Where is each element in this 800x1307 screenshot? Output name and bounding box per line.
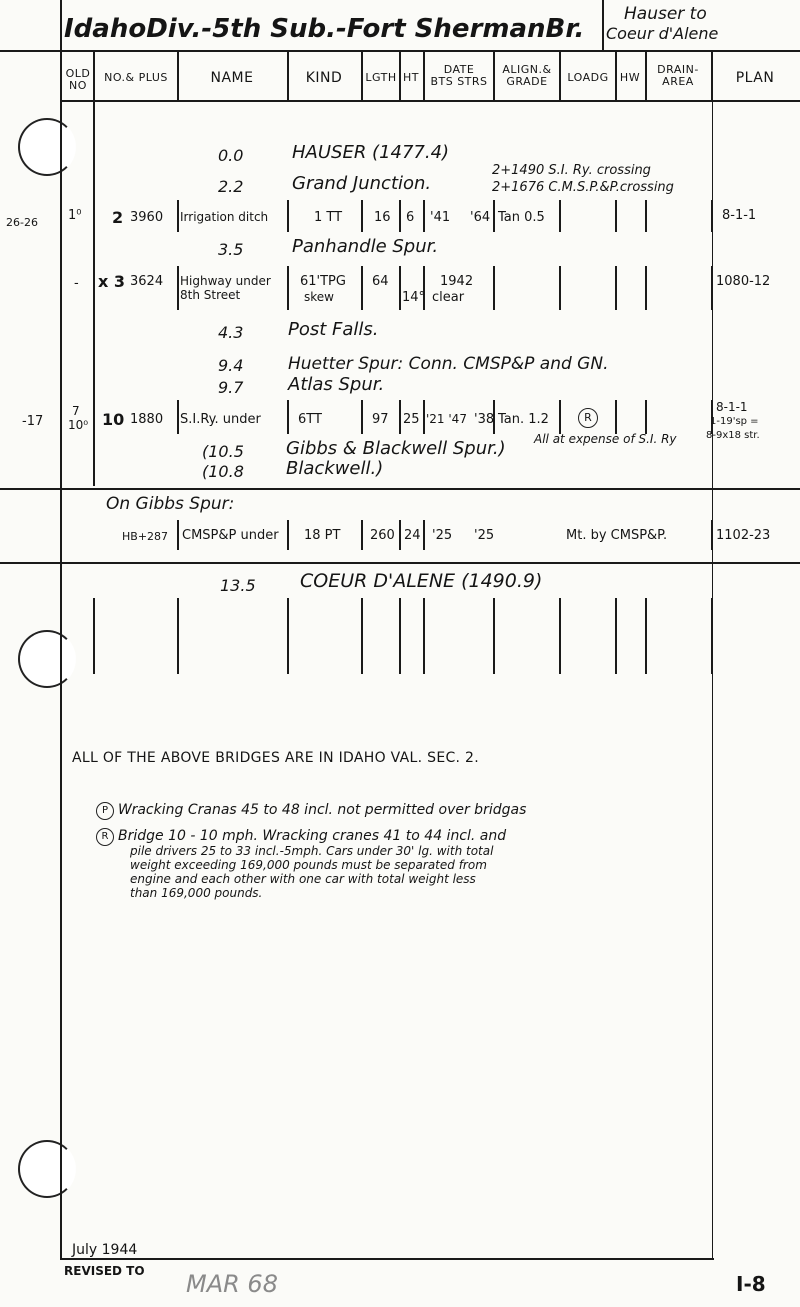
cell-rule (287, 266, 289, 310)
margin-ref: -17 (22, 414, 44, 429)
station-name: Post Falls. (288, 319, 379, 340)
bridge-kind-line2: skew (304, 290, 334, 304)
cell-rule (711, 266, 713, 310)
gibbs-plan: 1102-23 (716, 528, 771, 543)
station-name: Atlas Spur. (288, 374, 385, 395)
station-name: Blackwell.) (286, 458, 384, 479)
punch-hole-top (18, 118, 76, 176)
station-mp: 2.2 (218, 177, 244, 196)
col-date: DATE BTS STRS (430, 63, 488, 88)
bridge-date-strs: '64 (470, 210, 491, 225)
col-rule (361, 52, 363, 100)
cell-rule (399, 200, 401, 232)
route-from: Hauser to (624, 4, 707, 24)
bridge-kind: 61'TPG (300, 274, 346, 289)
bridge-plan: 8-1-1 (716, 400, 748, 414)
col-rule (423, 52, 425, 100)
cell-rule (399, 520, 401, 550)
col-rule (645, 598, 647, 674)
gibbs-kind: 18 PT (304, 528, 341, 543)
gibbs-lgth: 260 (370, 528, 395, 543)
bridge-name-line2: 8th Street (180, 288, 241, 302)
bridge-lgth: 64 (372, 274, 389, 289)
station-name: Grand Junction. (292, 173, 432, 194)
bridge-plan-line2: 1-19'sp = (710, 416, 759, 427)
col-rule (93, 598, 95, 674)
col-rule (177, 52, 179, 100)
cell-rule (615, 266, 617, 310)
bridge-plan: 8-1-1 (722, 208, 757, 223)
bridge-clearance: clear (432, 290, 465, 305)
cell-rule (423, 400, 425, 434)
cell-rule (423, 520, 425, 550)
col-rule (711, 52, 713, 100)
station-name: HAUSER (1477.4) (292, 142, 450, 163)
old-no-line2: 10⁰ (68, 418, 89, 432)
gibbs-heading: On Gibbs Spur: (106, 494, 235, 514)
section-divider (0, 562, 800, 564)
col-rule (493, 598, 495, 674)
punch-hole-bottom (18, 1140, 76, 1198)
station-mp: (10.5 (202, 442, 244, 461)
punch-hole-middle (18, 630, 76, 688)
station-mp: 3.5 (218, 240, 244, 259)
cell-rule (615, 400, 617, 434)
bridge-10-note: All at expense of S.I. Ry (534, 432, 677, 446)
column-header-underline (60, 100, 800, 102)
col-kind: KIND (305, 70, 343, 86)
restriction-r-letter: R (584, 411, 592, 424)
col-rule (287, 52, 289, 100)
bridge-name: Irrigation ditch (180, 210, 269, 224)
col-rule (615, 52, 617, 100)
station-mp: 9.7 (218, 378, 244, 397)
note-r-symbol (96, 828, 114, 846)
cell-rule (177, 400, 179, 434)
col-hw: HW (619, 71, 641, 84)
station-name: Gibbs & Blackwell Spur.) (286, 438, 506, 459)
cell-rule (287, 400, 289, 434)
bridge-date-built: 1942 (440, 274, 474, 289)
gibbs-maintenance-note: Mt. by CMSP&P. (566, 528, 668, 543)
bridge-no: x 3 (98, 272, 126, 291)
original-date: July 1944 (72, 1242, 138, 1258)
col-rule (711, 598, 713, 674)
page-id: I-8 (736, 1272, 766, 1296)
note-p-text: Wracking Cranas 45 to 48 incl. not permitted over bridgas (118, 802, 527, 818)
station-name: Panhandle Spur. (292, 236, 439, 257)
note-r-letter: R (101, 831, 109, 842)
note-p-symbol (96, 802, 114, 820)
cell-rule (711, 520, 713, 550)
cell-rule (645, 266, 647, 310)
margin-ref: - (74, 276, 79, 291)
cell-rule (423, 200, 425, 232)
col-rule (287, 598, 289, 674)
bridge-date-built: '41 (430, 210, 451, 225)
bridge-ht: 6 (406, 210, 415, 225)
restriction-r-symbol (578, 408, 598, 428)
cell-rule (559, 200, 561, 232)
bridge-name: Highway under (180, 274, 271, 288)
page-title: IdahoDiv.-5th Sub.-Fort ShermanBr. (64, 14, 585, 44)
col-loadg: LOADG (567, 71, 609, 84)
col-lgth: LGTH (365, 71, 397, 84)
cell-rule (287, 200, 289, 232)
note-p-letter: P (101, 805, 109, 816)
valuation-note: ALL OF THE ABOVE BRIDGES ARE IN IDAHO VAL. SEC. 2. (72, 750, 479, 766)
bridge-date-built: '21 '47 (426, 412, 467, 426)
cell-rule (287, 520, 289, 550)
bridge-date-strs: '38 (474, 412, 495, 427)
revised-date: MAR 68 (186, 1270, 278, 1298)
gibbs-ht: 24 (404, 528, 421, 543)
cell-rule (645, 400, 647, 434)
cell-rule (361, 200, 363, 232)
bridge-ht: 14° (402, 290, 426, 305)
station-mp: 4.3 (218, 323, 244, 342)
col-ht: HT (403, 71, 419, 84)
bridge-kind: 6TT (298, 412, 322, 427)
station-mp: 9.4 (218, 356, 244, 375)
station-note: 2+1490 S.I. Ry. crossing (492, 163, 651, 178)
cell-rule (177, 520, 179, 550)
cell-rule (711, 200, 713, 232)
col-no-plus: NO.& PLUS (104, 71, 168, 84)
frame-left-line (60, 0, 62, 1260)
frame-bottom-line (60, 1258, 714, 1260)
cell-rule (361, 266, 363, 310)
bridge-ht: 25 (403, 412, 420, 427)
bridge-no: 2 (112, 208, 124, 227)
station-mp: 13.5 (220, 576, 256, 595)
note-r-line: Bridge 10 - 10 mph. Wracking cranes 41 to 44 incl. and (118, 828, 507, 844)
col-rule (615, 598, 617, 674)
station-name: COEUR D'ALENE (1490.9) (300, 570, 543, 592)
cell-rule (493, 200, 495, 232)
old-no: 7 (72, 404, 80, 418)
col-rule (559, 52, 561, 100)
section-divider (0, 488, 800, 490)
bridge-name: S.I.Ry. under (180, 412, 261, 427)
cell-rule (177, 200, 179, 232)
route-to: Coeur d'Alene (606, 24, 719, 43)
col-rule (423, 598, 425, 674)
cell-rule (361, 520, 363, 550)
cell-rule (559, 400, 561, 434)
bridge-no: 10 (102, 410, 125, 429)
station-mp: 0.0 (218, 146, 244, 165)
old-no: 1⁰ (68, 208, 82, 223)
cell-rule (177, 266, 179, 310)
bridge-lgth: 16 (374, 210, 391, 225)
cell-rule (493, 266, 495, 310)
bridge-align: Tan. 1.2 (498, 412, 549, 427)
note-r-line: than 169,000 pounds. (130, 886, 263, 900)
col-plan: PLAN (735, 70, 775, 86)
col-name: NAME (210, 70, 254, 86)
cell-rule (361, 400, 363, 434)
col-drain-area: DRAIN- AREA (657, 63, 699, 88)
col-rule (645, 52, 647, 100)
col-align-grade: ALIGN.& GRADE (502, 63, 552, 88)
station-mp: (10.8 (202, 462, 244, 481)
col-rule (177, 598, 179, 674)
cell-rule (399, 400, 401, 434)
cell-rule (399, 266, 401, 310)
col-rule (361, 598, 363, 674)
station-note: 2+1676 C.M.S.P.&P.crossing (492, 180, 674, 195)
bridge-plus: 1880 (130, 412, 164, 427)
col-rule (399, 598, 401, 674)
gibbs-date-built: '25 (432, 528, 453, 543)
margin-ref: 26-26 (6, 216, 38, 229)
col-rule (93, 52, 95, 486)
col-rule (493, 52, 495, 100)
col-rule (559, 598, 561, 674)
bridge-kind: 1 TT (314, 210, 343, 225)
revised-label: REVISED TO (64, 1264, 145, 1278)
bridge-plus: 3624 (130, 274, 164, 289)
col-rule (399, 52, 401, 100)
title-divider (602, 0, 604, 50)
note-r-line: pile drivers 25 to 33 incl.-5mph. Cars under 30' lg. with total (130, 844, 494, 858)
bridge-align: Tan 0.5 (498, 210, 545, 225)
cell-rule (645, 200, 647, 232)
note-r-line: engine and each other with one car with total weight less (130, 872, 476, 886)
bridge-plan: 1080-12 (716, 274, 771, 289)
gibbs-plus: HB+287 (122, 530, 169, 543)
bridge-lgth: 97 (372, 412, 389, 427)
col-old-no: OLD NO (65, 67, 91, 92)
cell-rule (559, 266, 561, 310)
bridge-plan-line3: 8-9x18 str. (706, 430, 760, 441)
note-r-line: weight exceeding 169,000 pounds must be separated from (130, 858, 487, 872)
gibbs-name: CMSP&P under (182, 528, 279, 543)
cell-rule (615, 200, 617, 232)
station-name: Huetter Spur: Conn. CMSP&P and GN. (288, 354, 609, 374)
gibbs-date-strs: '25 (474, 528, 495, 543)
bridge-plus: 3960 (130, 210, 164, 225)
